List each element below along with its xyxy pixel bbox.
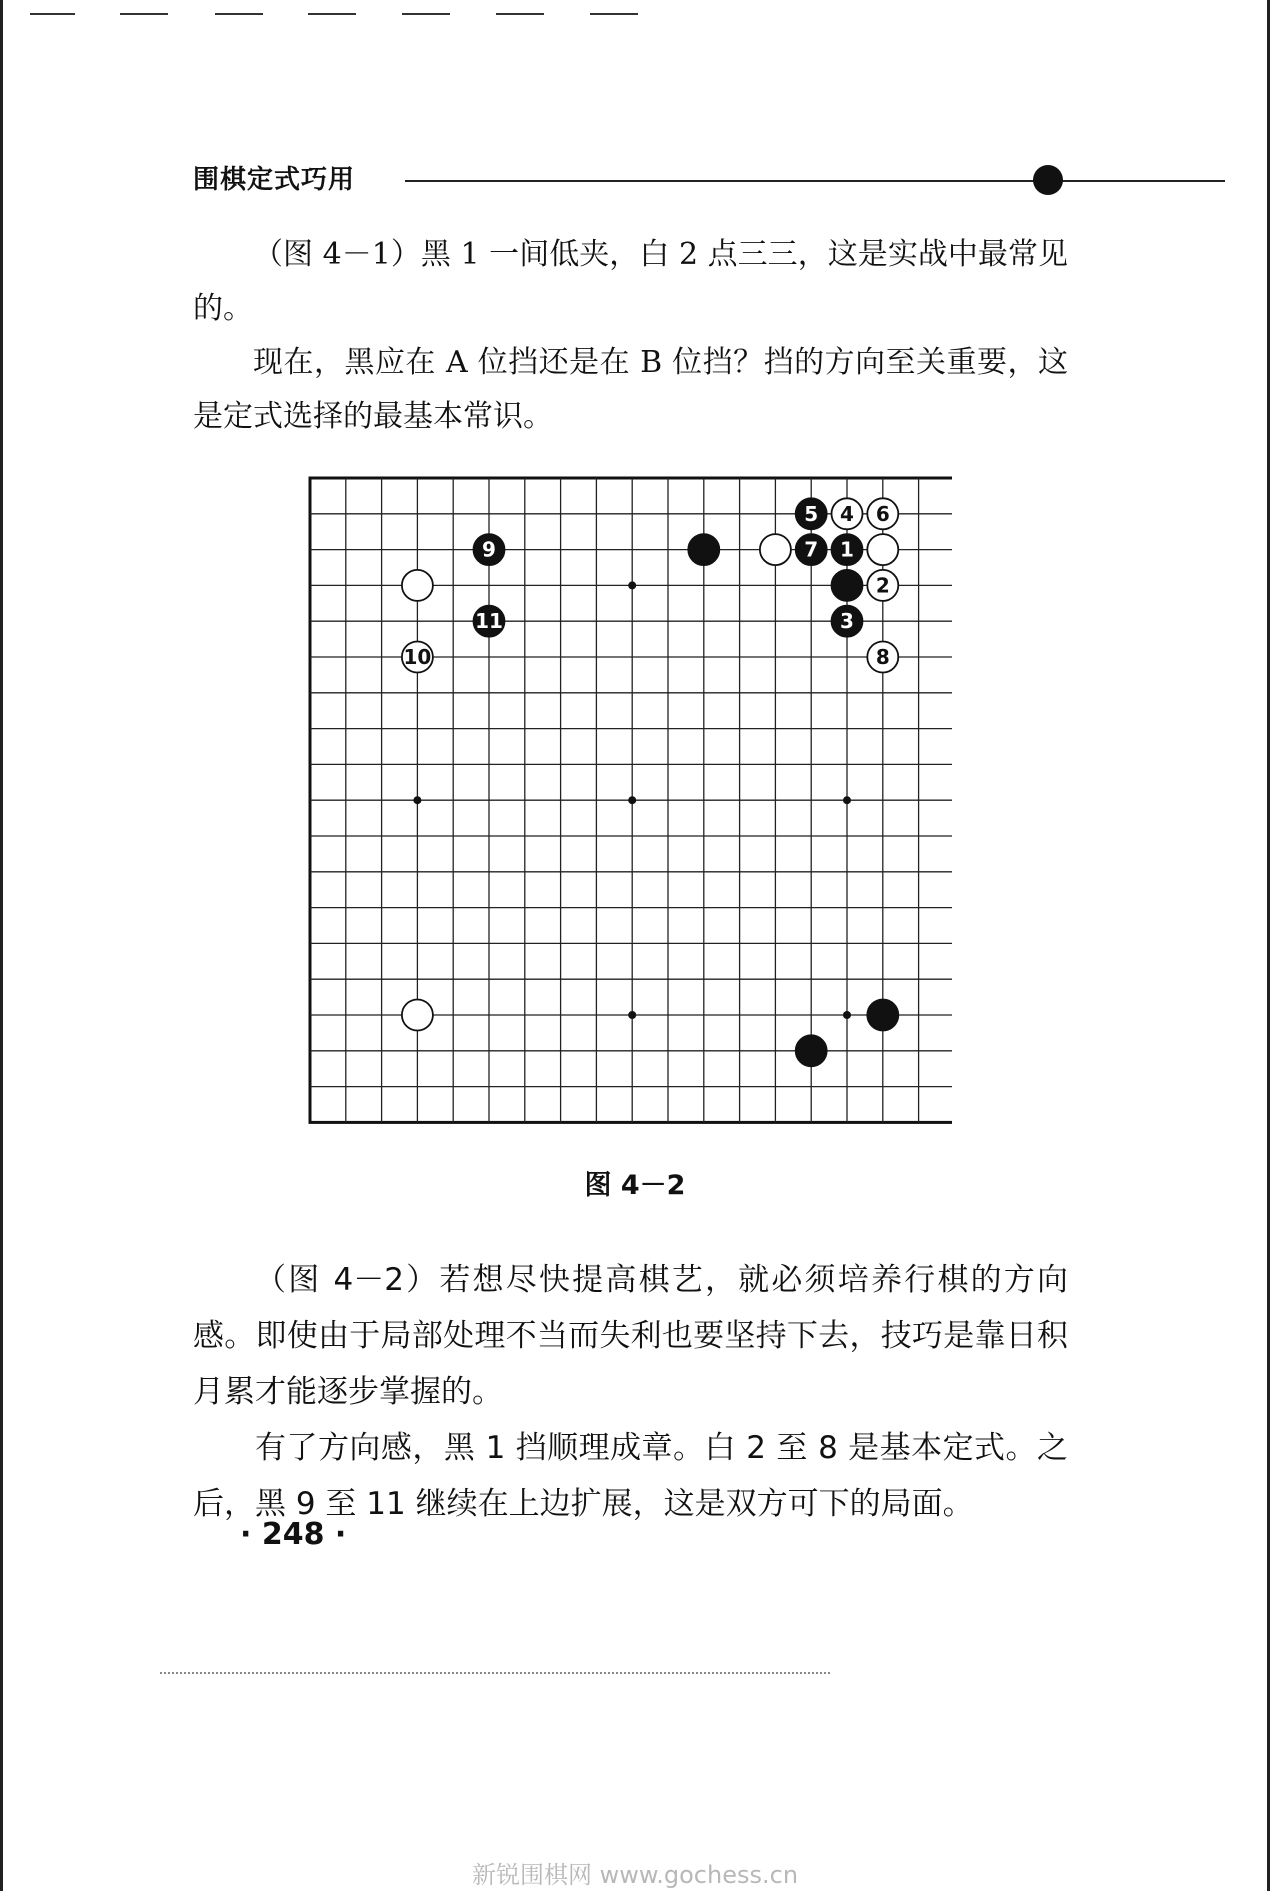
stone-number: 2 (875, 573, 890, 598)
scan-mark (590, 13, 638, 15)
white-stone (402, 1000, 433, 1031)
watermark: 新锐围棋网 www.gochess.cn (471, 1861, 799, 1889)
stone-number: 7 (804, 537, 819, 562)
scan-mark (308, 13, 356, 15)
stone-number: 3 (840, 609, 854, 634)
running-head (193, 163, 1063, 197)
stone-number: 1 (840, 537, 854, 562)
white-stone (867, 534, 898, 565)
black-stone (796, 1035, 827, 1066)
star-point (843, 796, 851, 804)
black-stone (832, 570, 863, 601)
stone-number: 11 (475, 609, 503, 634)
star-point (843, 1011, 851, 1019)
paragraph-2: 现在，黑应在 A 位挡还是在 B 位挡？挡的方向至关重要，这是定式选择的最基本常识。 (193, 345, 1068, 434)
stone-number: 9 (482, 537, 496, 562)
white-stone-10 (402, 642, 433, 673)
white-stone-8 (867, 642, 898, 673)
scan-noise (160, 1672, 830, 1674)
white-stone-4 (832, 498, 863, 529)
scan-mark (120, 13, 168, 15)
stone-disc (688, 534, 719, 565)
scan-mark (402, 13, 450, 15)
star-point (628, 796, 636, 804)
black-stone-11 (474, 606, 505, 637)
stone-disc (402, 1000, 433, 1031)
star-point (628, 1011, 636, 1019)
figure-caption: 图 4－2 (584, 1170, 686, 1201)
running-rule (405, 180, 1225, 182)
stone-number: 4 (840, 501, 854, 526)
black-stone (867, 1000, 898, 1031)
stone-disc (402, 570, 433, 601)
stone-number: 6 (875, 501, 890, 526)
white-stone (760, 534, 791, 565)
black-stone-3 (832, 606, 863, 637)
scan-mark (215, 13, 263, 15)
paragraph-3: （图 4－2）若想尽快提高棋艺，就必须培养行棋的方向感。即使由于局部处理不当而失利也要坚持下去，技巧是靠日积月累才能逐步掌握的。 (193, 1262, 1068, 1410)
running-head-dot (1033, 165, 1063, 195)
scan-mark (496, 13, 544, 15)
paragraph-4: 有了方向感，黑 1 挡顺理成章。白 2 至 8 是基本定式。之后，黑 9 至 11 继续在上边扩展，这是双方可下的局面。 (193, 1430, 1068, 1522)
stone-disc (832, 570, 863, 601)
stone-number: 8 (875, 645, 890, 669)
black-stone-7 (796, 534, 827, 565)
black-stone-5 (796, 498, 827, 529)
stone-disc (867, 534, 898, 565)
stone-disc (760, 534, 791, 565)
stone-number: 5 (804, 501, 819, 526)
white-stone (402, 570, 433, 601)
stone-number: 10 (403, 645, 432, 669)
black-stone (688, 534, 719, 565)
go-board-diagram (300, 468, 952, 1130)
stone-disc (796, 1035, 827, 1066)
star-point (413, 796, 421, 804)
page-number: · 248 · (240, 1517, 347, 1552)
stone-disc (867, 1000, 898, 1031)
stones (402, 498, 898, 1066)
running-title: 围棋定式巧用 (193, 165, 356, 195)
scan-mark (30, 13, 75, 15)
white-stone-2 (867, 570, 898, 601)
paragraph-1: （图 4－1）黑 1 一间低夹，白 2 点三三，这是实战中最常见的。 (193, 237, 1068, 326)
white-stone-6 (867, 498, 898, 529)
star-point (628, 581, 636, 589)
black-stone-1 (832, 534, 863, 565)
black-stone-9 (474, 534, 505, 565)
